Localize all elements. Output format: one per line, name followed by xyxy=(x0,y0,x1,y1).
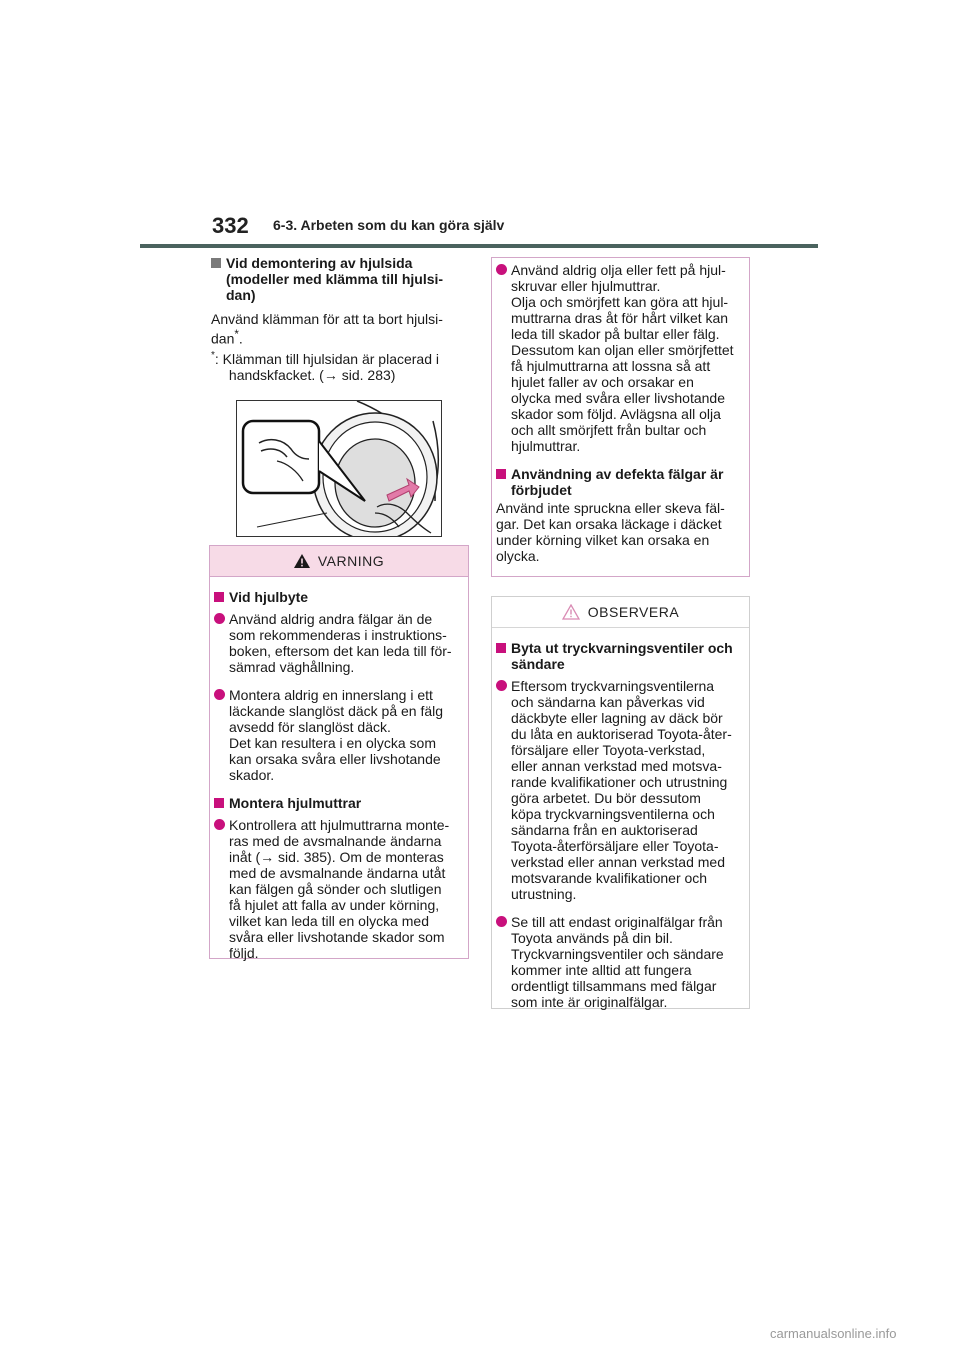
warning-bullet xyxy=(496,262,745,454)
warning-cont-text: Använd inte spruckna eller skeva fäl- gar. Det kan orsaka läckage i däcket under körning vilket kan orsaka en olycka. xyxy=(496,500,725,564)
footnote-ref: * xyxy=(234,328,239,341)
warning-heading-2 xyxy=(214,795,464,811)
warning-bullet-text: Montera aldrig en innerslang i ett läckande slanglöst däck på en fälg avsedd för slanglöst däck. Det kan resultera i en olycka som kan orsaka svåra eller livshotande skador. xyxy=(229,687,444,783)
warning-bullet xyxy=(214,817,464,961)
warning-heading-text: Användning av defekta fälgar är förbjudet xyxy=(511,466,724,498)
square-bullet-icon xyxy=(496,469,506,479)
notice-box xyxy=(491,596,750,1009)
warning-title: VARNING xyxy=(317,553,385,569)
chapter-title: 6-3. Arbeten som du kan göra själv xyxy=(273,217,505,233)
bullet-dot-icon xyxy=(214,689,225,700)
footnote xyxy=(211,351,466,383)
warning-continuation-box xyxy=(491,257,750,577)
footnote-text: : Klämman till hjulsidan är placerad i handskfacket. (→ sid. 283) xyxy=(214,350,440,383)
para-line-2: dan xyxy=(211,330,235,347)
bullet-dot-icon xyxy=(214,613,225,624)
square-bullet-icon xyxy=(496,643,506,653)
page-number: 332 xyxy=(212,213,249,238)
wheel-illustration-svg xyxy=(237,401,442,537)
para-end: . xyxy=(238,330,243,347)
warning-heading-text: Vid hjulbyte xyxy=(229,589,309,605)
bullet-dot-icon xyxy=(496,680,507,691)
warning-bullet-text: Använd aldrig andra fälgar än de som rekommenderas i instruktions- boken, eftersom det kan leda till för- sämrad väghållning. xyxy=(229,611,452,675)
notice-bullet-text: Eftersom tryckvarningsventilerna och sändarna kan påverkas vid däckbyte eller lagning av däck bör du låta en auktoriserad Toyota-åter- försäljare eller Toyota-verkstad, eller annan verkstad med motsva- rande kvalifikationer och utrustning göra arbetet. Du bör dessutom köpa tryckvarningsventilerna och sändarna från en auktoriserad Toyota-återförsäljare eller Toyota- verkstad eller annan verkstad med motsvarande kvalifikationer och utrustning. xyxy=(511,678,732,902)
heading-text: Vid demontering av hjulsida (modeller med klämma till hjulsi-dan) xyxy=(226,255,444,303)
warning-body xyxy=(210,577,468,961)
bullet-dot-icon xyxy=(496,916,507,927)
notice-title-bar xyxy=(492,597,749,628)
warning-bullet xyxy=(214,687,464,783)
footer-watermark: carmanualsonline.info xyxy=(770,1326,897,1341)
para-line-1: Använd klämman för att ta bort hjulsi- xyxy=(211,311,443,327)
warning-bullet-text: Använd aldrig olja eller fett på hjul- skruvar eller hjulmuttrar. Olja och smörjfett kan göra att hjul- muttrarna dras åt för hårt vilket kan leda till skador på bultar eller fälg. Dessutom kan oljan eller smörjfettet få hjulmuttrarna att lossna så att hjulet faller av och orsakar en olycka med svåra eller livshotande skador som följd. Avlägsna all olja och allt smörjfett från bultar och hjulmuttrar. xyxy=(511,262,734,454)
square-bullet-icon xyxy=(214,798,224,808)
warning-heading-text: Montera hjulmuttrar xyxy=(229,795,362,811)
notice-heading xyxy=(496,640,745,672)
left-column xyxy=(211,255,466,383)
warning-triangle-icon xyxy=(294,554,310,568)
notice-title: OBSERVERA xyxy=(587,604,680,620)
bullet-dot-icon xyxy=(214,819,225,830)
header-rule xyxy=(140,244,818,248)
wheel-cover-illustration xyxy=(236,400,442,537)
notice-bullet xyxy=(496,678,745,902)
footnote-mark: * xyxy=(211,349,215,361)
warning-title-bar xyxy=(210,546,468,577)
warning-bullet xyxy=(214,611,464,675)
caution-triangle-icon xyxy=(562,604,580,620)
notice-heading-text: Byta ut tryckvarningsventiler och sändare xyxy=(511,640,733,672)
body-paragraph xyxy=(211,311,466,347)
notice-bullet xyxy=(496,914,745,1010)
warning-heading-3 xyxy=(496,466,745,498)
notice-body xyxy=(492,628,749,1010)
warning-cont-body xyxy=(492,258,749,564)
warning-bullet-text: Kontrollera att hjulmuttrarna monte- ras med de avsmalnande ändarna inåt (→ sid. 385). Om de monteras med de avsmalnande ändarna utåt kan fälgen gå sönder och slutligen få hjulet att falla av under körning, vilket kan leda till en olycka med svåra eller livshotande skador som följd. xyxy=(229,817,450,961)
bullet-dot-icon xyxy=(496,264,507,275)
section-heading xyxy=(211,255,466,303)
square-bullet-icon xyxy=(211,258,221,268)
warning-heading-1 xyxy=(214,589,464,605)
square-bullet-icon xyxy=(214,592,224,602)
notice-bullet-text: Se till att endast originalfälgar från Toyota används på din bil. Tryckvarningsventiler och sändare kommer inte alltid att fungera ordentligt tillsammans med fälgar som inte är originalfälgar. xyxy=(511,914,724,1010)
warning-box xyxy=(209,545,469,959)
